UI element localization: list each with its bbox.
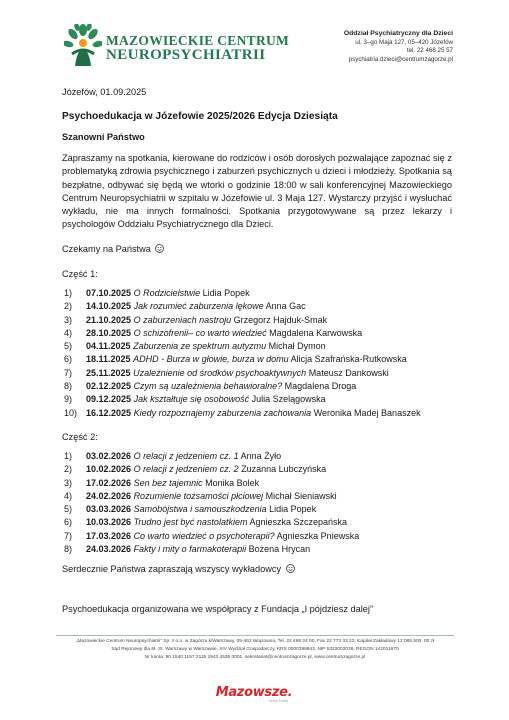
lecture-item [62,287,462,300]
letter-title: Psychoedukacja w Józefowie 2025/2026 Edycja Dziesiąta [62,111,338,122]
lecture-speaker: Zuzanna Lubczyńska [241,464,327,475]
lecture-speaker: Julia Szelągowska [251,394,326,405]
lecture-number: 7) [64,367,73,378]
lecture-topic: Kiedy rozpoznajemy zaburzenia zachowania [133,407,312,418]
lecture-item [62,477,462,490]
lecture-topic: O relacji z jedzeniem cz. 1 [133,451,239,461]
lecture-date: 17.03.2026 [86,530,132,541]
department-phone: tel. 22 468 25 57 [406,47,453,54]
lecture-speaker: Anna Żyło [240,451,282,461]
lecture-topic: O zaburzeniach nastroju [133,314,232,325]
closing-line [62,563,452,576]
lecture-item [62,463,462,476]
lecture-item [62,450,462,463]
greeting: Szanowni Państwo [62,132,145,142]
lecture-item [62,314,462,327]
lecture-number: 5) [64,504,73,515]
lecture-topic: Jak rozumieć zaburzenia lękowe [133,301,264,312]
lecture-speaker: Michał Sieniawski [265,490,337,501]
lecture-date: 07.10.2025 [86,288,132,298]
lecture-date: 25.11.2025 [86,367,131,378]
lecture-number: 6) [64,354,73,365]
lecture-speaker: Anna Gac [265,301,306,312]
lecture-speaker: Weronika Madej Banaszek [313,407,421,418]
part2-label: Część 2: [62,432,98,442]
lecture-speaker: Magdalena Droga [284,381,357,392]
lecture-date: 24.02.2026 [86,490,132,501]
lecture-number: 1) [64,288,73,298]
lecture-number: 8) [64,544,73,555]
lecture-item [62,380,462,393]
lecture-topic: Trudno jest być nastolatkiem [133,517,248,528]
place-date: Józefów, 01.09.2025 [62,87,147,97]
lecture-number: 2) [64,464,73,475]
lecture-topic: O relacji z jedzeniem cz. 2 [133,464,239,475]
lecture-item [62,407,462,420]
lecture-item [62,490,462,503]
mcn-logo [64,24,290,70]
lecture-number: 3) [64,477,73,488]
lecture-item [62,367,462,380]
lecture-number: 5) [64,341,73,352]
part2-list [62,450,462,556]
organized-by: Psychoedukacja organizowana we współpracy z Fundacja „I pójdziesz dalej” [62,604,374,614]
lecture-date: 03.02.2026 [86,451,132,461]
lecture-number: 1) [64,451,73,461]
lecture-number: 9) [64,394,73,405]
lecture-speaker: Michał Dymon [268,341,326,352]
lecture-speaker: Monika Bolek [205,477,260,488]
lecture-speaker: Agnieszka Pniewska [276,530,360,541]
green-leaf-person-icon [64,24,102,68]
lecture-topic: Uzależnienie od środków psychoaktywnych [133,367,307,378]
footer-registry: Sąd Rejonowy dla M. St. Warszawy w Warszawie, XIV Wydział Gospodarczy, KRS 0000398643, NIP 5322002036, REGON 142011670 [111,646,399,652]
lecture-number: 4) [64,327,73,338]
lecture-speaker: Bożena Hrycan [248,544,311,555]
lecture-date: 17.02.2026 [86,477,132,488]
lecture-date: 28.10.2025 [86,327,132,338]
lecture-speaker: Alicja Szafrańska-Rutkowska [290,354,407,365]
lecture-number: 6) [64,517,73,528]
lecture-speaker: Mateusz Dankowski [308,367,389,378]
lecture-item [62,543,462,556]
lecture-item [62,530,462,543]
lecture-topic: O schizofrenii– co warto wiedzieć [133,327,267,338]
footer-company: „Mazowieckie Centrum Neuropsychiatrii” Sp. z o.o. w Zagórzu k/Warszawy, 05-462 Wiązowna, Tel. 22 468 24 00, Fax 22 773 33 23, Kapitał Zakładowy 12 085 500, 00 zł [75,639,435,644]
lecture-date: 09.12.2025 [86,394,132,405]
closing-text: Serdecznie Państwa zapraszają wszyscy wykładowcy [62,564,282,574]
lecture-date: 03.03.2026 [86,504,132,515]
lecture-topic: Zaburzenia ze spektrum autyzmu [133,341,267,352]
mazowsze-brand: Mazowsze. [215,685,293,700]
lecture-speaker: Agnieszka Szczepańska [249,517,348,528]
lecture-date: 24.03.2026 [86,544,132,555]
lecture-speaker: Lidia Popek [202,288,250,298]
lecture-item [62,353,462,366]
lecture-item [62,327,462,340]
logo-line1: MAZOWIECKIE CENTRUM [106,33,290,48]
lecture-number: 4) [64,490,73,501]
lecture-speaker: Magdalena Karwowska [269,327,363,338]
lecture-date: 02.12.2025 [86,381,132,392]
lecture-number: 10) [64,407,78,418]
smiley-icon [155,244,164,253]
lecture-date: 14.10.2025 [86,301,132,312]
lecture-item [62,516,462,529]
department-address: ul. 3–go Maja 127, 05–420 Józefów [355,38,453,46]
lecture-item [62,340,462,353]
smiley-icon [286,564,295,573]
part1-label: Część 1: [62,269,98,279]
invite-line [62,243,452,256]
lecture-topic: O Rodzicielstwie [133,288,201,298]
footer-contact: Nr konta: 90 1540 1157 2115 2943 4535 0001, sekretariat@centrumzagorze.pl, www.centrumzagorze.pl [144,654,366,660]
lecture-number: 3) [64,314,73,325]
department-email: psychiatria.dzieci@centrumzagorze.pl [348,55,453,63]
lecture-number: 7) [64,530,73,541]
lecture-topic: Rozumienie tożsamości płciowej [133,490,264,501]
lecture-topic: Sen bez tajemnic [133,477,203,488]
lecture-speaker: Grzegorz Hajduk-Smak [233,314,328,325]
lecture-date: 21.10.2025 [86,314,132,325]
lecture-topic: Co warto wiedzieć o psychoterapii? [133,530,275,541]
lecture-topic: Czym są uzależnienia behawioralne? [133,381,283,392]
lecture-date: 16.12.2025 [86,407,132,418]
lecture-date: 10.02.2026 [86,464,132,475]
lecture-number: 8) [64,381,73,392]
lecture-speaker: Lidia Popek [269,504,317,515]
footer-divider [56,635,454,636]
lecture-topic: Jak kształtuje się osobowość [133,394,250,405]
intro-paragraph: Zapraszamy na spotkania, kierowane do rodziców i osób dorosłych pozwalające zapoznać się z problematyką zdrowia psychicznego i zaburzeń psychicznych u dzieci i młodzieży. Spotkania są bezpłatne, odbywać się będą we wtorki o godzinie 18:00 w sali konferencyjnej Mazowieckiego Centrum Neuropsychiatrii w szpitalu w Józefowie ul. 3 Maja 127. Wystarczy przyjść i wysłuchać wykładu, nie ma innych formalności. Spotkania przygotowywane są przez lekarzy i psychologów Oddziału Psychiatrycznego dla Dzieci. [62,153,452,230]
lecture-date: 10.03.2026 [86,517,132,528]
department-contact [303,30,453,64]
department-name: Oddział Psychiatryczny dla Dzieci [343,30,453,37]
mazowsze-logo [208,685,300,707]
lecture-item [62,503,462,516]
lecture-date: 04.11.2025 [86,341,131,352]
lecture-item [62,393,462,406]
part1-list [62,287,462,420]
mazowsze-tagline: serce Polski [269,699,288,703]
lecture-topic: Samobójstwa i samouszkodzenia [133,504,267,515]
lecture-date: 18.11.2025 [86,354,131,365]
invite-text: Czekamy na Państwa [62,244,151,254]
logo-line2: NEUROPSYCHIATRII [106,47,266,63]
lecture-topic: ADHD - Burza w głowie, burza w domu [133,354,289,365]
footer [56,638,454,661]
lecture-item [62,300,462,313]
lecture-topic: Fakty i mity o farmakoterapii [133,544,247,555]
lecture-number: 2) [64,301,73,312]
